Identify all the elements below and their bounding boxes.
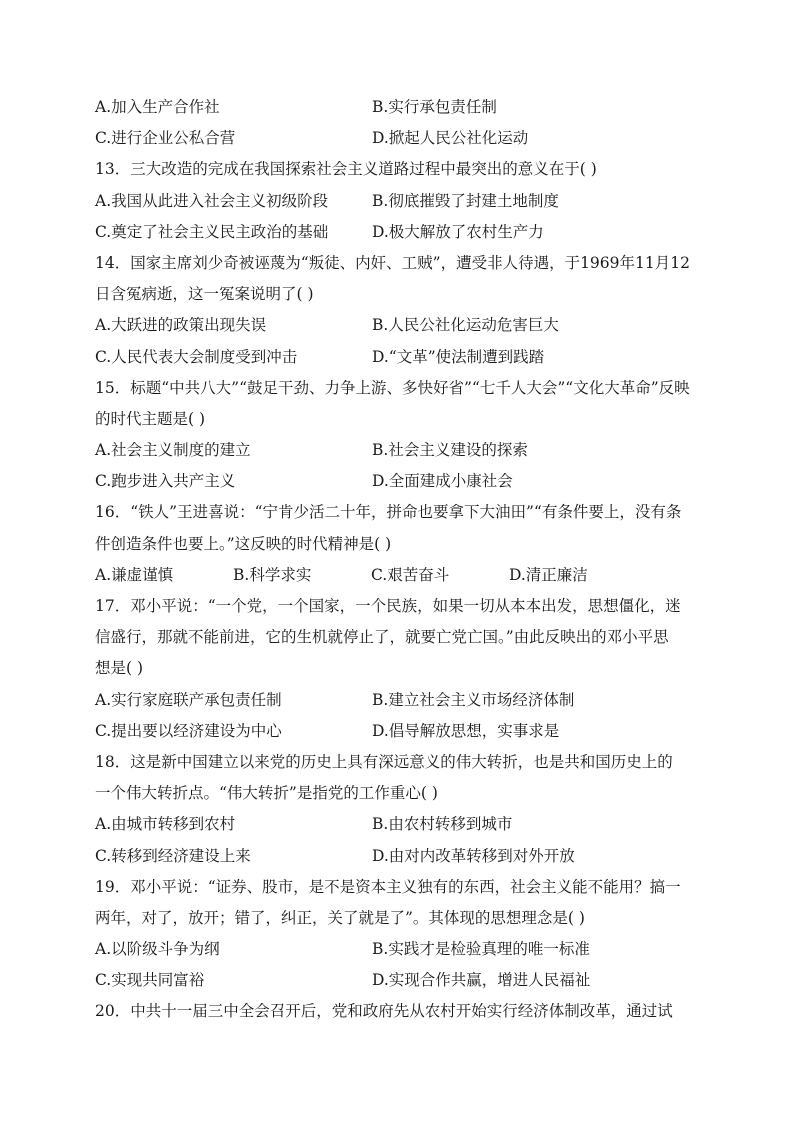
question-stem-line: 13．三大改造的完成在我国探索社会主义道路过程中最突出的意义在于( ) <box>95 160 597 179</box>
options-row <box>95 809 700 840</box>
question-stem-line: 一个伟大转折点。“伟大转折”是指党的工作重心( ) <box>95 784 438 803</box>
answer-option: A.由城市转移到农村 <box>95 815 236 834</box>
answer-option: B.实践才是检验真理的唯一标准 <box>372 940 590 959</box>
options-row <box>95 342 700 373</box>
answer-option: A.实行家庭联产承包责任制 <box>95 690 282 709</box>
answer-option: D.倡导解放思想，实事求是 <box>372 721 560 740</box>
answer-option: C.奠定了社会主义民主政治的基础 <box>95 222 329 241</box>
options-row <box>95 934 700 965</box>
answer-option: D.清正廉洁 <box>509 565 588 584</box>
answer-option: D.“文革”使法制遭到践踏 <box>372 347 545 366</box>
options-row <box>95 217 700 248</box>
question-stem-line: 16．“铁人”王进喜说：“宁肯少活二十年，拼命也要拿下大油田”“有条件要上，没有条 <box>95 503 682 522</box>
answer-option: D.实现合作共赢，增进人民福祉 <box>372 971 591 990</box>
options-row <box>95 965 700 996</box>
options-row <box>95 716 700 747</box>
answer-option: A.以阶级斗争为纲 <box>95 940 220 959</box>
question-stem-line: 两年，对了，放开；错了，纠正，关了就是了”。其体现的思想理念是( ) <box>95 908 585 927</box>
question-content <box>95 92 700 1028</box>
answer-option: A.加入生产合作社 <box>95 98 220 116</box>
question-stem-line: 日含冤病逝，这一冤案说明了( ) <box>95 285 314 304</box>
answer-option: B.建立社会主义市场经济体制 <box>372 690 575 709</box>
options-row <box>95 123 700 154</box>
answer-option: B.彻底摧毁了封建土地制度 <box>372 191 559 210</box>
question-stem-line: 15．标题“中共八大”“鼓足干劲、力争上游、多快好省”“七千人大会”“文化大革命”反映 <box>95 378 690 397</box>
question-stem-line: 20．中共十一届三中全会召开后，党和政府先从农村开始实行经济体制改革，通过试 <box>95 1002 673 1021</box>
answer-option: C.跑步进入共产主义 <box>95 472 236 491</box>
answer-option: C.人民代表大会制度受到冲击 <box>95 347 298 366</box>
options-row <box>95 685 700 716</box>
answer-option: A.谦虚谨慎 <box>95 565 174 584</box>
answer-option: D.掀起人民公社化运动 <box>372 129 529 148</box>
question-stem-line: 件创造条件也要上。”这反映的时代精神是( ) <box>95 534 392 553</box>
answer-option: C.进行企业公私合营 <box>95 129 236 148</box>
answer-option: C.提出要以经济建设为中心 <box>95 721 282 740</box>
answer-option: B.实行承包责任制 <box>372 98 497 116</box>
question-stem-line: 17．邓小平说：“一个党，一个国家，一个民族，如果一切从本本出发，思想僵化，迷 <box>95 597 681 615</box>
answer-option: A.社会主义制度的建立 <box>95 441 251 460</box>
answer-option: C.艰苦奋斗 <box>371 565 450 584</box>
options-row <box>95 310 700 341</box>
answer-option: A.大跃进的政策出现失误 <box>95 316 267 335</box>
options-row <box>95 435 700 466</box>
options-row <box>95 841 700 872</box>
answer-option: C.转移到经济建设上来 <box>95 846 251 865</box>
options-row <box>95 466 700 497</box>
question-stem-line: 信盛行，那就不能前进，它的生机就停止了，就要亡党亡国。”由此反映出的邓小平思 <box>95 628 669 647</box>
options-row <box>95 92 700 123</box>
answer-option: B.由农村转移到城市 <box>372 815 513 834</box>
answer-option: D.极大解放了农村生产力 <box>372 222 544 241</box>
question-stem-line: 14．国家主席刘少奇被诬蔑为“叛徒、内奸、工贼”，遭受非人待遇，于1969年11月12 <box>95 253 690 272</box>
answer-option: A.我国从此进入社会主义初级阶段 <box>95 191 329 210</box>
question-stem-line: 想是( ) <box>95 659 144 678</box>
answer-option: D.全面建成小康社会 <box>372 472 513 491</box>
answer-option: D.由对内改革转移到对外开放 <box>372 846 575 865</box>
options-row <box>95 560 700 591</box>
answer-option: B.科学求实 <box>233 565 312 584</box>
question-stem-line: 19．邓小平说：“证券、股市，是不是资本主义独有的东西，社会主义能不能用？搞一 <box>95 877 681 896</box>
answer-option: B.人民公社化运动危害巨大 <box>372 316 559 335</box>
answer-option: B.社会主义建设的探索 <box>372 441 528 460</box>
answer-option: C.实现共同富裕 <box>95 971 205 990</box>
options-row <box>95 186 700 217</box>
question-stem-line: 的时代主题是( ) <box>95 409 206 428</box>
question-stem-line: 18．这是新中国建立以来党的历史上具有深远意义的伟大转折，也是共和国历史上的 <box>95 752 673 771</box>
